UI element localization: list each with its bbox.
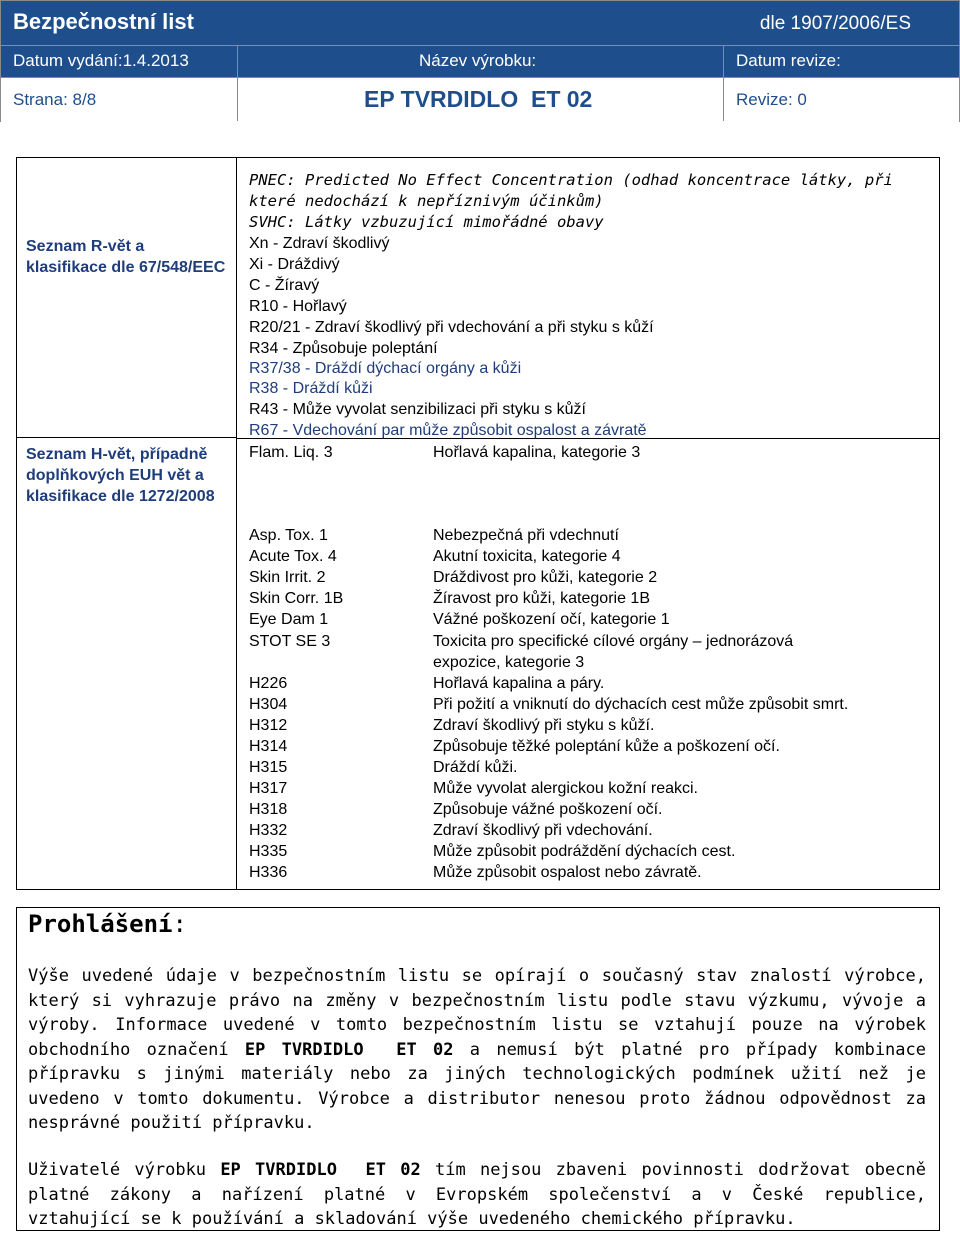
document-header — [0, 0, 960, 122]
r20-21-phrase: R20/21 - Zdraví škodlivý při vdechování a při styku s kůží — [249, 319, 654, 336]
h-statement-code: H336 — [249, 864, 288, 881]
paragraph-text: Uživatelé výrobku — [28, 1160, 221, 1180]
symbol-c: C - Žíravý — [249, 277, 320, 294]
h-statement-code: H335 — [249, 843, 288, 860]
r34-phrase: R34 - Způsobuje poleptání — [249, 340, 438, 357]
h-statement-code: H317 — [249, 780, 288, 797]
r10-phrase: R10 - Hořlavý — [249, 298, 347, 315]
r37-38-phrase: R37/38 - Dráždí dýchací orgány a kůži — [249, 360, 522, 377]
h-statement-code: H304 — [249, 696, 288, 713]
h-statement-text: Způsobuje vážné poškození očí. — [433, 801, 663, 818]
pnec-definition: PNEC: Predicted No Effect Concentration (odhad koncentrace látky, při — [249, 171, 893, 189]
r-phrases-label: Seznam R-vět a klasifikace dle 67/548/EEC — [26, 238, 226, 276]
h-statement-text: Může způsobit ospalost nebo závratě. — [433, 864, 702, 881]
row-divider — [17, 437, 236, 438]
r43-phrase: R43 - Může vyvolat senzibilizaci při styku s kůží — [249, 401, 586, 418]
hazard-class-code: Acute Tox. 4 — [249, 548, 337, 565]
h-phrases-label: Seznam H-vět, případně doplňkových EUH vět a klasifikace dle 1272/2008 — [26, 446, 215, 505]
hazard-class-code: Skin Corr. 1B — [249, 590, 344, 607]
paragraph-text: a nemusí být platné pro případy kombinace přípravku s jinými materiály nebo za jiných technologických podmínek užití než je uvedeno v tomto dokumentu. Výrobce a distributor nenesou proto žádnou odpovědnost za nesprávné použití přípravku. — [28, 1039, 926, 1133]
declaration-colon: : — [172, 910, 187, 938]
hazard-class-code: Asp. Tox. 1 — [249, 527, 328, 544]
svhc-definition: SVHC: Látky vzbuzující mimořádné obavy — [249, 213, 604, 231]
symbol-xn: Xn - Zdraví škodlivý — [249, 235, 390, 252]
h-statement-code: H314 — [249, 738, 288, 755]
header-title-row — [1, 1, 959, 45]
hazard-class-text-cont: expozice, kategorie 3 — [433, 654, 585, 671]
header-divider — [237, 45, 238, 121]
hazard-class-text: Vážné poškození očí, kategorie 1 — [433, 611, 670, 628]
h-statement-text: Při požití a vniknutí do dýchacích cest může způsobit smrt. — [433, 696, 849, 713]
issue-date: Datum vydání:1.4.2013 — [13, 51, 189, 70]
symbol-xi: Xi - Dráždivý — [249, 256, 340, 273]
product-name-inline: EP TVRDIDLO ET 02 — [244, 1039, 454, 1060]
header-meta-row — [1, 45, 959, 77]
hazard-class-text: Žíravost pro kůži, kategorie 1B — [433, 590, 650, 607]
paragraph-text: tím nejsou zbaveni povinnosti dodržovat obecně platné zákony a nařízení platné v Evropském společenství a v České republice, vztahující se k používání a skladování výše uvedeného chemického přípravku. — [28, 1160, 926, 1229]
h-statement-text: Zdraví škodlivý při vdechování. — [433, 822, 653, 839]
hazard-class-code: Skin Irrit. 2 — [249, 569, 326, 586]
h-statement-code: H315 — [249, 759, 288, 776]
hazard-class-text: Toxicita pro specifické cílové orgány – jednorázová — [433, 633, 794, 650]
product-name-label: Název výrobku: — [419, 51, 537, 70]
hazard-class-code: Eye Dam 1 — [249, 611, 329, 628]
hazard-class-code: Flam. Liq. 3 — [249, 444, 333, 461]
r67-phrase: R67 - Vdechování par může způsobit ospalost a závratě — [249, 422, 647, 439]
paragraph-text: Výše uvedené údaje v bezpečnostním listu se opírají o současný stav znalostí výrobce, který si vyhrazuje právo na změny v bezpečnostním listu podle stavu výzkumu, vývoje a výroby. Informace uvedené v tomto bezpečnostním listu se vztahují pouze na výrobek obchodního označení — [28, 966, 926, 1060]
h-statement-text: Způsobuje těžké poleptání kůže a poškození očí. — [433, 738, 780, 755]
hazard-class-text: Dráždivost pro kůži, kategorie 2 — [433, 569, 658, 586]
column-divider — [236, 158, 237, 889]
header-divider — [723, 45, 724, 121]
h-statement-code: H318 — [249, 801, 288, 818]
h-statement-text: Hořlavá kapalina a páry. — [433, 675, 605, 692]
h-statement-text: Může způsobit podráždění dýchacích cest. — [433, 843, 736, 860]
document-title: Bezpečnostní list — [13, 9, 194, 34]
h-statement-code: H226 — [249, 675, 288, 692]
h-statement-text: Zdraví škodlivý při styku s kůží. — [433, 717, 655, 734]
page-number: Strana: 8/8 — [13, 90, 97, 109]
product-name: EP TVRDIDLO ET 02 — [364, 86, 593, 112]
h-statement-code: H332 — [249, 822, 288, 839]
hazard-class-text: Akutní toxicita, kategorie 4 — [433, 548, 621, 565]
r38-phrase: R38 - Dráždí kůži — [249, 380, 373, 397]
declaration-paragraph-2 — [28, 1158, 926, 1232]
pnec-definition-cont: které nedochází k nepříznivým účinkům) — [249, 192, 604, 210]
h-statement-code: H312 — [249, 717, 288, 734]
hazard-class-text: Nebezpečná při vdechnutí — [433, 527, 619, 544]
declaration-title: Prohlášení — [28, 910, 173, 938]
h-statement-text: Dráždí kůži. — [433, 759, 518, 776]
revision-date-label: Datum revize: — [736, 51, 841, 70]
declaration-heading — [28, 910, 187, 938]
classification-table — [16, 157, 940, 890]
regulation-reference: dle 1907/2006/ES — [759, 13, 911, 34]
h-statement-text: Může vyvolat alergickou kožní reakci. — [433, 780, 698, 797]
revision-number: Revize: 0 — [736, 90, 807, 109]
declaration-paragraph-1 — [28, 964, 926, 1136]
hazard-class-code: STOT SE 3 — [249, 633, 331, 650]
product-name-inline: EP TVRDIDLO ET 02 — [220, 1160, 421, 1180]
hazard-class-text: Hořlavá kapalina, kategorie 3 — [433, 444, 641, 461]
header-product-row — [1, 77, 959, 122]
